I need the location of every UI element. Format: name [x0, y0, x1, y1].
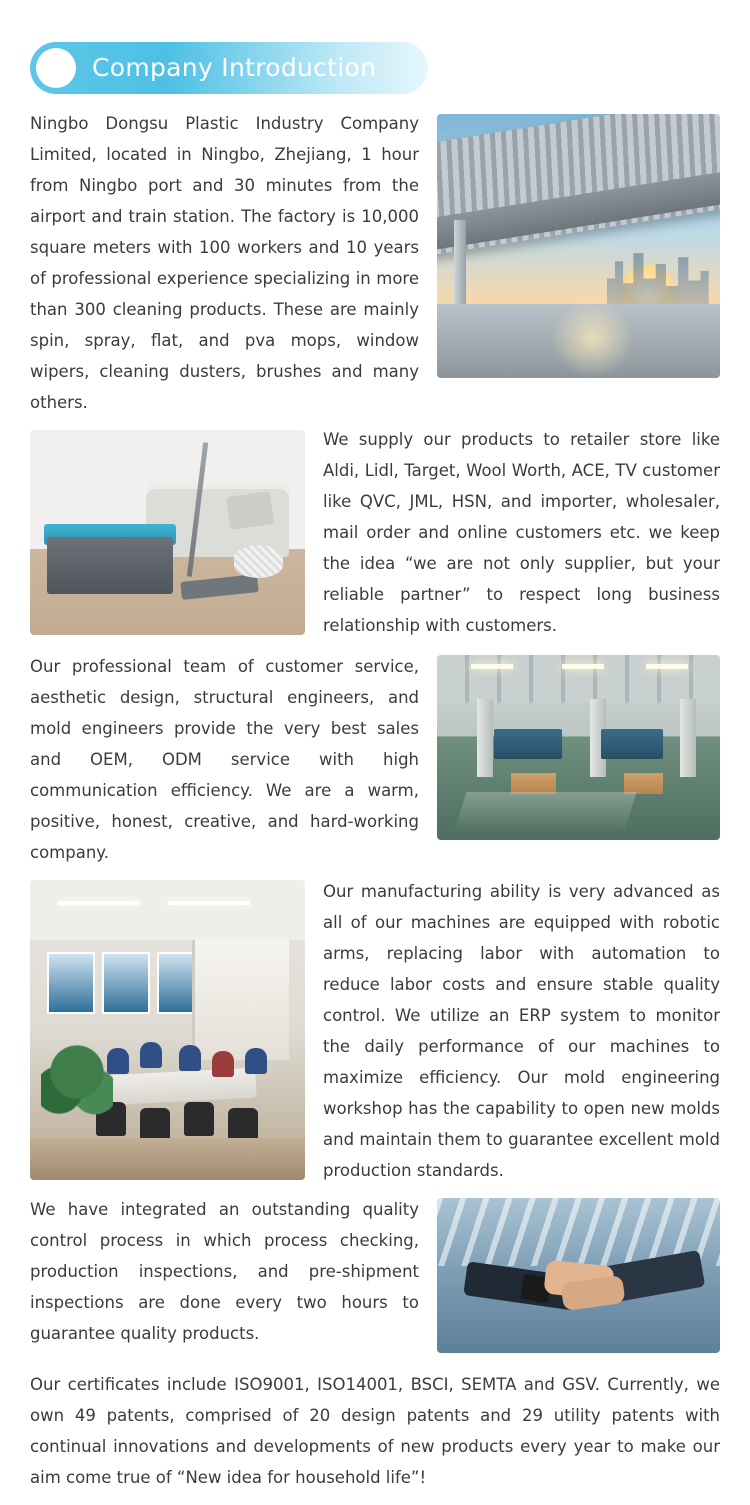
mop-head-shape [180, 574, 259, 600]
person-shape [212, 1051, 234, 1077]
ceiling-light-icon [58, 901, 141, 905]
ceiling-lamp-icon [471, 664, 513, 669]
floor-reflection-shape [453, 792, 636, 833]
mop-pad-shape [234, 545, 284, 578]
section-quality [30, 1194, 720, 1359]
image-factory-production-workshop [437, 655, 720, 840]
section-customers [30, 424, 720, 641]
wall-poster-shape [47, 952, 95, 1014]
person-shape [245, 1048, 267, 1074]
image-business-handshake [437, 1198, 720, 1353]
wall-poster-shape [102, 952, 150, 1014]
bucket-body-shape [47, 537, 174, 594]
ceiling-light-icon [168, 901, 251, 905]
window-blinds-shape [192, 940, 289, 1060]
potted-plant-shape [41, 1036, 113, 1126]
chair-shape [140, 1108, 170, 1142]
quality-paragraph: We have integrated an outstanding quality control process in which process checking, production inspections, and pre-shipment inspections are done every two hours to guarantee quality products. [30, 1200, 419, 1343]
manufacturing-paragraph: Our manufacturing ability is very advanced as all of our machines are equipped with robotic arms, replacing labor with automation to reduce labor costs and ensure stable quality control. We utilize an ERP system to monitor the daily performance of our machines to maximize efficiency. Our mold engineering workshop has the capability to open new molds and maintain them to guarantee excellent mold production standards. [323, 882, 720, 1180]
team-paragraph: Our professional team of customer service, aesthetic design, structural engineers, and mold engineers provide the very best sales and OEM, ODM service with high communication efficiency. We are a warm, positive, honest, creative, and hard-working company. [30, 657, 419, 862]
machine-shape [601, 729, 663, 759]
carton-box-shape [511, 773, 556, 793]
header-circle-decoration [36, 48, 76, 88]
image-flat-mop-and-bucket-in-living-room [30, 430, 305, 635]
intro-paragraph: Ningbo Dongsu Plastic Industry Company Limited, located in Ningbo, Zhejiang, 1 hour from Ningbo port and 30 minutes from the airport and train station. The factory is 10,000 square meters with 100 workers and 10 years of professional experience specializing in more than 300 cleaning products. These are mainly spin, spray, flat, and pva mops, window wipers, cleaning dusters, brushes and many others. [30, 114, 419, 412]
section-certificates [30, 1369, 720, 1493]
chair-shape [228, 1108, 258, 1142]
machine-shape [494, 729, 562, 759]
image-staff-meeting-room-training [30, 880, 305, 1180]
certificates-paragraph: Our certificates include ISO9001, ISO14001, BSCI, SEMTA and GSV. Currently, we own 49 patents, comprised of 20 design patents and 29 utility patents with continual innovations and developments of new products every year to make our aim come true of “New idea for household life”! [30, 1375, 720, 1487]
ceiling-lamp-icon [562, 664, 604, 669]
workshop-ceiling-shape [437, 655, 720, 703]
section-manufacturing [30, 876, 720, 1186]
workshop-column-shape [680, 699, 696, 777]
company-introduction-page [0, 42, 750, 1505]
page-title: Company Introduction [92, 53, 377, 82]
meeting-room-ceiling-shape [30, 880, 305, 940]
ground-glare-shape [550, 299, 635, 378]
ceiling-lamp-icon [646, 664, 688, 669]
section-team [30, 651, 720, 868]
section-header [30, 42, 428, 96]
person-shape [179, 1045, 201, 1071]
chair-shape [184, 1102, 214, 1136]
section-intro [30, 108, 720, 418]
person-shape [140, 1042, 162, 1068]
carton-box-shape [624, 773, 664, 793]
floor-shape [30, 1138, 305, 1180]
workshop-column-shape [477, 699, 493, 777]
image-modern-building-sunset-exterior [437, 114, 720, 378]
cushion-shape [226, 491, 274, 530]
customers-paragraph: We supply our products to retailer store like Aldi, Lidl, Target, Wool Worth, ACE, TV customer like QVC, JML, HSN, and importer, wholesaler, mail order and online customers etc. we keep the idea “we are not only supplier, but your reliable partner” to respect long business relationship with customers. [323, 430, 720, 635]
